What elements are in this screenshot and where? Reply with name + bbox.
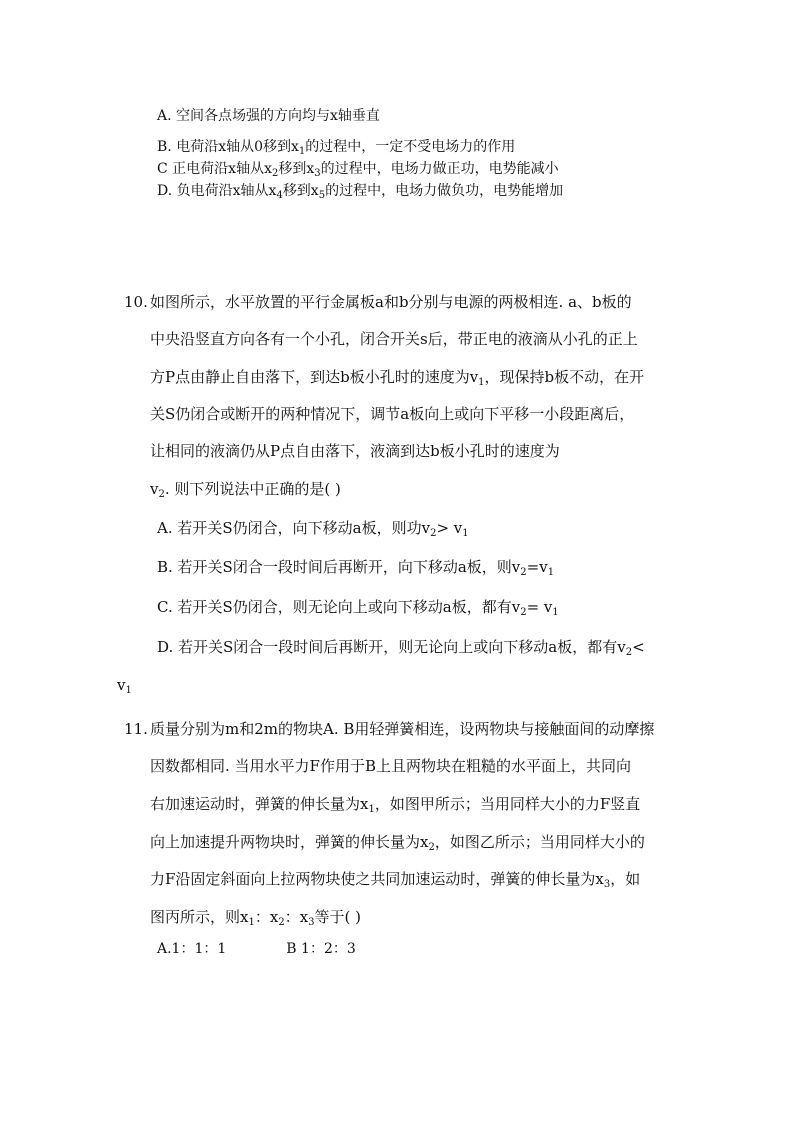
subscript: 2 [520, 607, 527, 618]
option-letter: A. [157, 108, 172, 124]
option-letter: D. [157, 183, 173, 199]
subscript: 3 [308, 917, 315, 928]
q9-option-c: C 正电荷沿x轴从$x_2$移到$x_3$的过程中，电场力做正功，电势能减小 [157, 161, 559, 179]
subscript: 3 [314, 168, 321, 179]
subscript: 1 [248, 917, 255, 928]
q10-stem-line-2: 中央沿竖直方向各有一个小孔，闭合开关s后，带正电的液滴从小孔的正上 [150, 330, 638, 348]
subscript: 2 [430, 528, 437, 539]
q11-stem-line-6: 图丙所示，则$x_1$：$x_2$：$x_3$等于( ) [150, 908, 362, 928]
option-letter: B. [157, 139, 172, 155]
subscript: 2 [428, 842, 435, 853]
q10-stem-line-5: 让相同的液滴仍从P点自由落下，液滴到达b板小孔时的速度为 [150, 442, 560, 460]
q11-stem-line-5: 力F沿固定斜面向上拉两物块使之共同加速运动时，弹簧的伸长量为$x_3$，如 [150, 870, 641, 890]
q11-number: 11. [124, 720, 148, 738]
q11-option-b: B 1：2：3 [286, 941, 356, 957]
subscript: 1 [547, 567, 555, 578]
q10-option-d-wrap: $v_1$ [117, 676, 132, 696]
q9-option-b: B. 电荷沿x轴从0移到$x_1$的过程中，一定不受电场力的作用 [157, 139, 516, 157]
option-letter: C [157, 161, 168, 177]
subscript: 1 [478, 377, 485, 388]
q11-stem-line-3: 右加速运动时，弹簧的伸长量为$x_1$，如图甲所示；当用同样大小的力F竖直 [150, 795, 641, 815]
q11-option-a: A.1：1：1 [157, 941, 227, 957]
subscript: 3 [603, 879, 611, 890]
subscript: 2 [520, 567, 527, 578]
subscript: 1 [125, 685, 132, 696]
q10-number: 10. [124, 293, 148, 311]
subscript: 1 [368, 804, 375, 815]
subscript: 2 [625, 647, 633, 658]
q11-stem-line-1: 质量分别为m和2m的物块A. B用轻弹簧相连，设两物块与接触面间的动摩擦 [150, 720, 655, 738]
q10-stem-line-3: 方P点由静止自由落下，到达b板小孔时的速度为$v_1$，现保持b板不动，在开 [150, 368, 645, 388]
subscript: 4 [276, 190, 283, 201]
subscript: 1 [298, 146, 306, 157]
q9-option-a: A. 空间各点场强的方向均与x轴垂直 [157, 108, 380, 124]
q10-option-b: B. 若开关S闭合一段时间后再断开，向下移动a板，则$v_2=v_1$ [157, 558, 555, 578]
subscript: 2 [271, 168, 279, 179]
q11-options-row [157, 942, 356, 956]
subscript: 1 [552, 607, 559, 618]
subscript: 2 [278, 917, 285, 928]
q10-stem-line-6: $v_2$. 则下列说法中正确的是( ) [150, 480, 341, 500]
q10-option-a: A. 若开关S仍闭合，向下移动a板，则功$v_2> v_1$ [157, 519, 469, 539]
q10-option-c: C. 若开关S仍闭合，则无论向上或向下移动a板，都有$v_2= v_1$ [157, 598, 559, 618]
subscript: 2 [158, 489, 165, 500]
subscript: 5 [318, 190, 326, 201]
q11-stem-line-2: 因数都相同. 当用水平力F作用于B上且两物块在粗糙的水平面上，共同向 [150, 757, 631, 775]
q11-stem-line-4: 向上加速提升两物块时，弹簧的伸长量为$x_2$，如图乙所示；当用同样大小的 [150, 833, 645, 853]
q9-option-d: D. 负电荷沿x轴从$x_4$移到$x_5$的过程中，电场力做负功，电势能增加 [157, 183, 564, 201]
q10-option-d: D. 若开关S闭合一段时间后再断开，则无论向上或向下移动a板，都有$v_2<$ [157, 638, 645, 658]
subscript: 1 [462, 528, 469, 539]
q10-stem-line-1: 如图所示，水平放置的平行金属板a和b分别与电源的两极相连. a、b板的 [150, 293, 632, 311]
q10-stem-line-4: 关S仍闭合或断开的两种情况下，调节a板向上或向下平移一小段距离后， [150, 405, 635, 423]
